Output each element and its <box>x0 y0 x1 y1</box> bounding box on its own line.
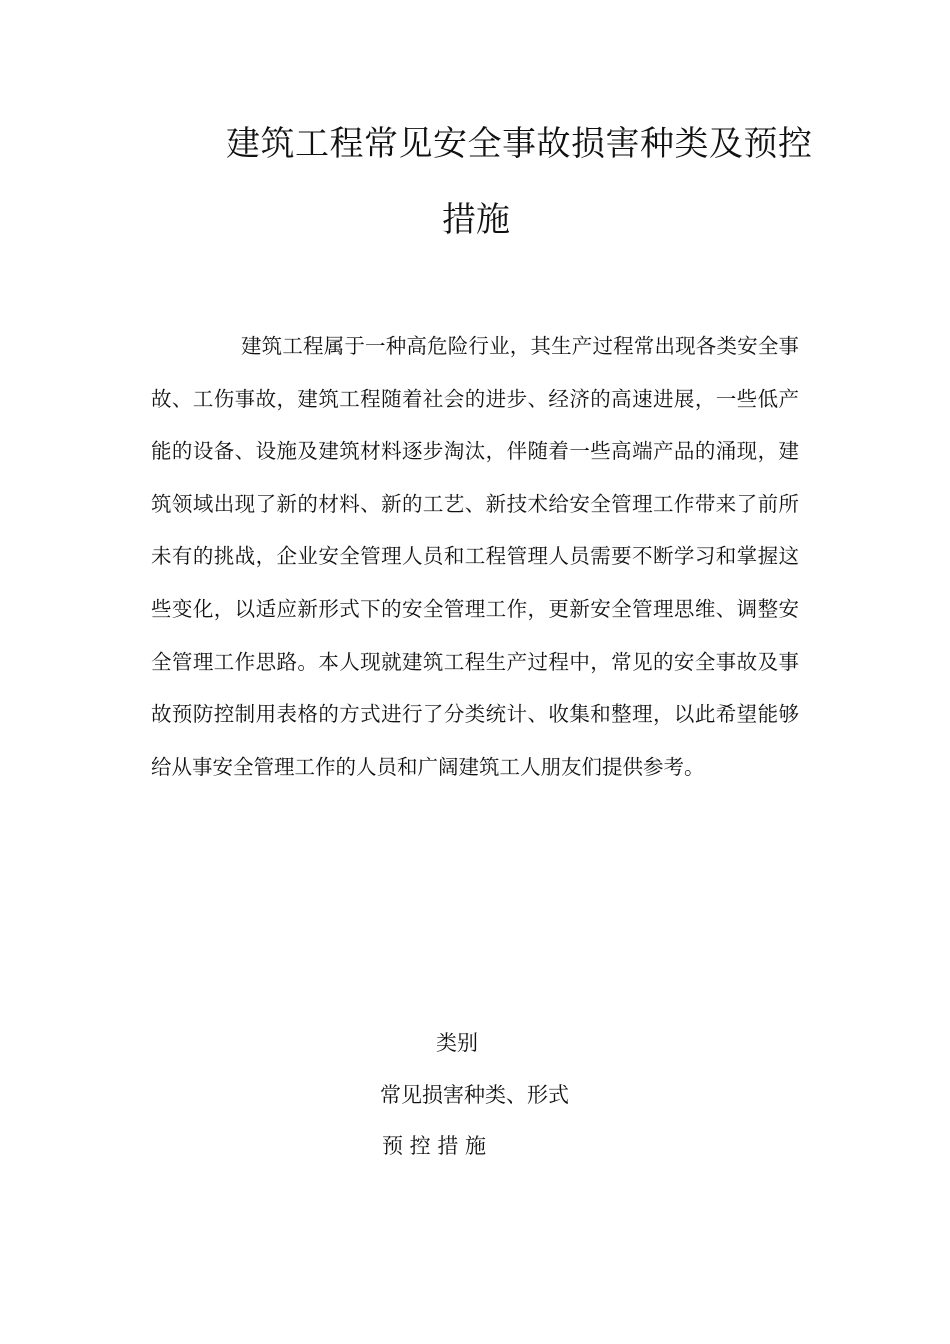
column-label-injury-types: 常见损害种类、形式 <box>380 1083 569 1107</box>
document-title-line-2: 措施 <box>442 200 510 240</box>
column-label-prevention-measures: 预 控 措 施 <box>382 1134 487 1158</box>
column-label-category: 类别 <box>436 1031 478 1055</box>
document-title-line-1: 建筑工程常见安全事故损害种类及预控 <box>226 124 813 164</box>
intro-paragraph: 建筑工程属于一种高危险行业，其生产过程常出现各类安全事故、工伤事故，建筑工程随着社会的进步、经济的高速进展，一些低产能的设备、设施及建筑材料逐步淘汰，伴随着一些高端产品的涌现，建筑领域出现了新的材料、新的工艺、新技术给安全管理工作带来了前所未有的挑战，企业安全管理人员和工程管理人员需要不断学习和掌握这些变化，以适应新形式下的安全管理工作，更新安全管理思维、调整安全管理工作思路。本人现就建筑工程生产过程中，常见的安全事故及事故预防控制用表格的方式进行了分类统计、收集和整理，以此希望能够给从事安全管理工作的人员和广阔建筑工人朋友们提供参考。 <box>151 334 799 779</box>
